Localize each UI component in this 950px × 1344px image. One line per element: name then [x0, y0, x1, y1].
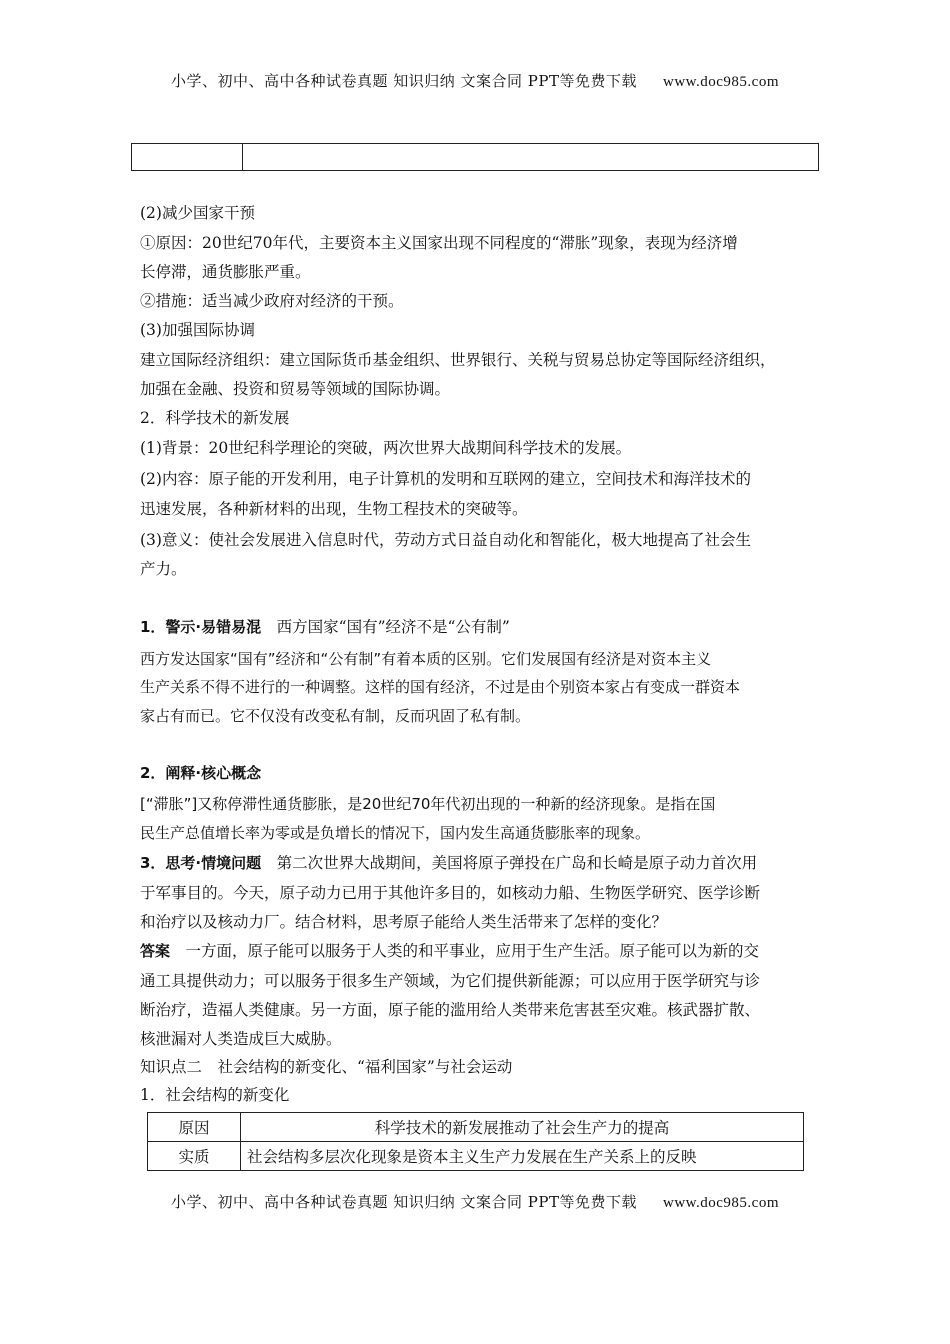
text-line: (3)意义：使社会发展进入信息时代，劳动方式日益自动化和智能化，极大地提高了社会生	[140, 531, 751, 549]
top-table-cell	[132, 144, 243, 170]
concept-title: 2．阐释·核心概念	[140, 764, 262, 782]
answer-label: 答案	[140, 942, 171, 960]
text-line: 建立国际经济组织：建立国际货币基金组织、世界银行、关税与贸易总协定等国际经济组织，	[140, 351, 776, 369]
table-row	[148, 1113, 804, 1142]
header-url[interactable]: www.doc985.com	[662, 74, 779, 90]
table-value-cell: 社会结构多层次化现象是资本主义生产力发展在生产关系上的反映	[241, 1142, 804, 1171]
text-line: 产力。	[140, 560, 187, 578]
think-line: 于军事目的。今天，原子动力已用于其他许多目的，如核动力船、生物医学研究、医学诊断	[140, 884, 761, 902]
text-line: 迅速发展，各种新材料的出现，生物工程技术的突破等。	[140, 500, 528, 518]
text-line: 2．科学技术的新发展	[140, 409, 290, 427]
text-line: (2)减少国家干预	[140, 204, 255, 222]
answer-line: 通工具提供动力；可以服务于很多生产领域，为它们提供新能源；可以应用于医学研究与诊	[140, 972, 761, 990]
think-line: 和治疗以及核动力厂。结合材料，思考原子能给人类生活带来了怎样的变化？	[140, 913, 668, 931]
concept-line: [“滞胀”]又称停滞性通货膨胀，是20世纪70年代初出现的一种新的经济现象。是指在国	[140, 795, 716, 813]
table-key-cell: 原因	[148, 1113, 241, 1142]
answer-line: 一方面，原子能可以服务于人类的和平事业，应用于生产生活。原子能可以为新的交	[185, 942, 760, 960]
warning-line: 生产关系不得不进行的一种调整。这样的国有经济，不过是由个别资本家占有变成一群资本	[140, 678, 741, 696]
warning-title: 1．警示·易错易混	[140, 618, 262, 636]
concept-line: 民生产总值增长率为零或是负增长的情况下，国内发生高通货膨胀率的现象。	[140, 824, 651, 842]
table-value-cell: 科学技术的新发展推动了社会生产力的提高	[241, 1113, 804, 1142]
think-line: 第二次世界大战期间，美国将原子弹投在广岛和长崎是原子动力首次用	[276, 854, 758, 872]
text-line: ②措施：适当减少政府对经济的干预。	[140, 292, 404, 310]
page-header	[0, 70, 950, 91]
text-line: 加强在金融、投资和贸易等领域的国际协调。	[140, 380, 451, 398]
text-line: (1)背景：20世纪科学理论的突破，两次世界大战期间科学技术的发展。	[140, 439, 632, 457]
top-table-fragment	[131, 143, 819, 171]
header-text: 小学、初中、高中各种试卷真题 知识归纳 文案合同 PPT等免费下载	[170, 72, 637, 90]
answer-line: 断治疗，造福人类健康。另一方面，原子能的滥用给人类带来危害甚至灾难。核武器扩散、	[140, 1001, 761, 1019]
answer-heading	[140, 941, 759, 961]
text-line: ①原因：20世纪70年代，主要资本主义国家出现不同程度的“滞胀”现象，表现为经济增	[140, 234, 738, 252]
think-title: 3．思考·情境问题	[140, 854, 262, 872]
warning-line: 家占有而已。它不仅没有改变私有制，反而巩固了私有制。	[140, 707, 531, 725]
warning-heading	[140, 617, 510, 637]
warning-subtitle: 西方国家“国有”经济不是“公有制”	[276, 618, 510, 636]
table-row	[148, 1142, 804, 1171]
text-line: (3)加强国际协调	[140, 321, 255, 339]
section-subtitle: 1．社会结构的新变化	[140, 1086, 290, 1104]
footer-url[interactable]: www.doc985.com	[662, 1195, 779, 1211]
social-structure-table	[147, 1112, 804, 1171]
answer-line: 核泄漏对人类造成巨大威胁。	[140, 1030, 342, 1048]
text-line: (2)内容：原子能的开发利用，电子计算机的发明和互联网的建立，空间技术和海洋技术的	[140, 470, 751, 488]
section-title: 知识点二 社会结构的新变化、“福利国家”与社会运动	[140, 1058, 513, 1076]
table-key-cell: 实质	[148, 1142, 241, 1171]
page-footer	[0, 1191, 950, 1212]
footer-text: 小学、初中、高中各种试卷真题 知识归纳 文案合同 PPT等免费下载	[170, 1193, 637, 1211]
think-heading	[140, 853, 757, 873]
warning-line: 西方发达国家“国有”经济和“公有制”有着本质的区别。它们发展国有经济是对资本主义	[140, 650, 712, 668]
text-line: 长停滞，通货膨胀严重。	[140, 263, 311, 281]
